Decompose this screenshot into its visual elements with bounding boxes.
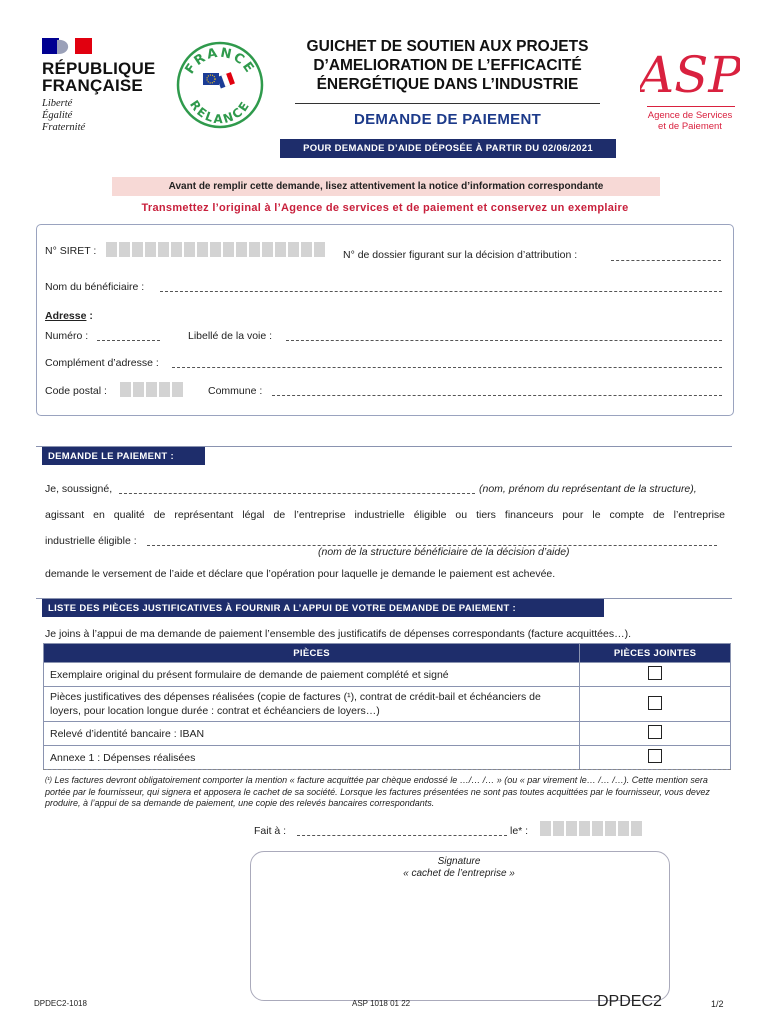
agissant-text: agissant en qualité de représentant légal de l’entreprise industrielle éligible ou tiers financeurs pour le compte de l’entreprise	[45, 509, 725, 521]
transmit-notice: Transmettez l’original à l’Agence de services et de paiement et conservez un exemplaire	[141, 202, 629, 214]
demande-bar-text: DEMANDE LE PAIEMENT :	[48, 450, 174, 462]
pieces-bar-text: LISTE DES PIÈCES JUSTIFICATIVES À FOURNIR A L’APPUI DE VOTRE DEMANDE DE PAIEMENT :	[48, 602, 516, 614]
table-row	[44, 722, 731, 746]
adresse-label: Adresse	[45, 310, 87, 322]
rf-motto	[42, 98, 85, 134]
form-subtitle: DEMANDE DE PAIEMENT	[353, 111, 542, 128]
rf-title-line2: FRANÇAISE	[42, 76, 143, 95]
dossier-label: N° de dossier figurant sur la décision d’attribution :	[343, 249, 578, 261]
checkbox-rib[interactable]	[648, 725, 662, 739]
adresse-colon: :	[86, 310, 93, 322]
table-row	[44, 687, 731, 722]
voie-input[interactable]	[286, 340, 722, 341]
fait-a-label: Fait à :	[254, 825, 287, 837]
je-soussigne-label: Je, soussigné,	[45, 483, 113, 495]
complement-input[interactable]	[172, 367, 722, 368]
pieces-table	[43, 643, 731, 770]
asp-name-line1: Agence de Services	[647, 110, 733, 121]
fait-a-input[interactable]	[297, 835, 507, 836]
table-row	[44, 663, 731, 687]
checkbox-annexe[interactable]	[648, 749, 662, 763]
title-line3: ÉNERGÉTIQUE DANS L’INDUSTRIE	[316, 76, 579, 93]
footer-ref-left: DPDEC2-1018	[34, 999, 87, 1008]
asp-name	[640, 110, 740, 132]
representant-hint: (nom, prénom du représentant de la structure),	[479, 483, 697, 495]
col-pieces-jointes: PIÈCES JOINTES	[580, 644, 731, 663]
footer-code: DPDEC2	[597, 993, 662, 1010]
checkbox-formulaire[interactable]	[648, 666, 662, 680]
title-line1: GUICHET DE SOUTIEN AUX PROJETS	[306, 38, 589, 55]
relance-top-text: FRANCE	[182, 45, 258, 77]
piece-label: Relevé d’identité bancaire : IBAN	[44, 722, 580, 746]
piece-label: Annexe 1 : Dépenses réalisées	[44, 746, 580, 770]
rf-title-line1: RÉPUBLIQUE	[42, 59, 156, 78]
eu-flag-icon	[203, 73, 219, 85]
siret-input[interactable]	[106, 242, 325, 257]
signature-caption	[250, 856, 668, 880]
form-title	[275, 37, 620, 94]
signature-line1: Signature	[437, 856, 481, 867]
motto-egalite: Égalité	[42, 110, 73, 121]
pieces-table-header	[44, 644, 731, 663]
read-notice-bar	[112, 177, 660, 196]
title-divider	[295, 103, 600, 104]
adresse-heading	[45, 310, 93, 322]
date-input[interactable]	[540, 821, 642, 836]
demande-bar	[42, 447, 205, 465]
pieces-bar	[42, 599, 604, 617]
structure-hint: (nom de la structure bénéficiaire de la décision d’aide)	[318, 546, 570, 558]
pieces-intro: Je joins à l’appui de ma demande de paiement l’ensemble des justificatifs de dépenses correspondants (facture acquittées…).	[45, 628, 632, 640]
piece-label: Pièces justificatives des dépenses réalisées (copie de factures (¹), contrat de crédit-bail et échéanciers de loyers, pour location longue durée : contrat et échéanciers de loyers…)	[44, 687, 580, 722]
footnote-mark: (¹)	[45, 777, 52, 784]
code-postal-label: Code postal :	[45, 385, 107, 397]
footnote-text: Les factures devront obligatoirement comporter la mention « facture acquittée par chèque endossé le …/… /… » (ou « par virement le… /… /…). Cette mention sera portée par le fournisseur, qui signera et apposera le cachet de sa société. Lorsque les factures présentées ne sont pas toutes acquittées par le fournisseur, vous devez produire, à l’appui de sa demande de paiement, une copie des relevés bancaires correspondants.	[45, 775, 710, 808]
footer-ref-center: ASP 1018 01 22	[352, 999, 411, 1008]
complement-label: Complément d’adresse :	[45, 357, 159, 369]
footnote	[45, 775, 730, 810]
read-notice-text: Avant de remplir cette demande, lisez attentivement la notice d’information correspondante	[168, 181, 604, 192]
numero-label: Numéro :	[45, 330, 89, 342]
asp-logo-text: ASP	[640, 46, 740, 104]
asp-logo	[640, 38, 740, 108]
versement-text: demande le versement de l’aide et déclare que l’opération pour laquelle je demande le paiement est achevée.	[45, 568, 556, 580]
commune-label: Commune :	[208, 385, 263, 397]
representant-input[interactable]	[119, 493, 475, 494]
siret-label: N° SIRET :	[45, 245, 97, 257]
dossier-input[interactable]	[611, 260, 721, 261]
footnote-divider	[43, 769, 731, 770]
marianne-logo	[42, 37, 92, 55]
code-postal-input[interactable]	[120, 382, 183, 397]
checkbox-justificatifs[interactable]	[648, 696, 662, 710]
page-number: 1/2	[711, 999, 724, 1009]
republique-francaise-title	[42, 60, 155, 94]
signature-line2: « cachet de l’entreprise »	[403, 868, 515, 879]
motto-liberte: Liberté	[42, 98, 73, 109]
relance-bottom-text: RELANCE	[187, 97, 253, 127]
le-label: le* :	[510, 825, 529, 837]
france-relance-logo	[175, 40, 265, 130]
motto-fraternite: Fraternité	[42, 122, 86, 133]
asp-name-line2: et de Paiement	[658, 121, 722, 132]
table-row	[44, 746, 731, 770]
voie-label: Libellé de la voie :	[188, 330, 273, 342]
beneficiary-name-input[interactable]	[160, 291, 722, 292]
marianne-flag-icon	[42, 37, 92, 55]
piece-label: Exemplaire original du présent formulaire de demande de paiement complété et signé	[44, 663, 580, 687]
date-bar	[280, 139, 616, 158]
asp-divider	[647, 106, 735, 107]
beneficiary-name-label: Nom du bénéficiaire :	[45, 281, 145, 293]
date-bar-text: POUR DEMANDE D’AIDE DÉPOSÉE À PARTIR DU 02/06/2021	[303, 143, 593, 154]
commune-input[interactable]	[272, 395, 722, 396]
col-pieces: PIÈCES	[44, 644, 580, 663]
title-line2: D’AMELIORATION DE L’EFFICACITÉ	[313, 57, 582, 74]
numero-input[interactable]	[97, 340, 160, 341]
industrielle-label: industrielle éligible :	[45, 535, 137, 547]
